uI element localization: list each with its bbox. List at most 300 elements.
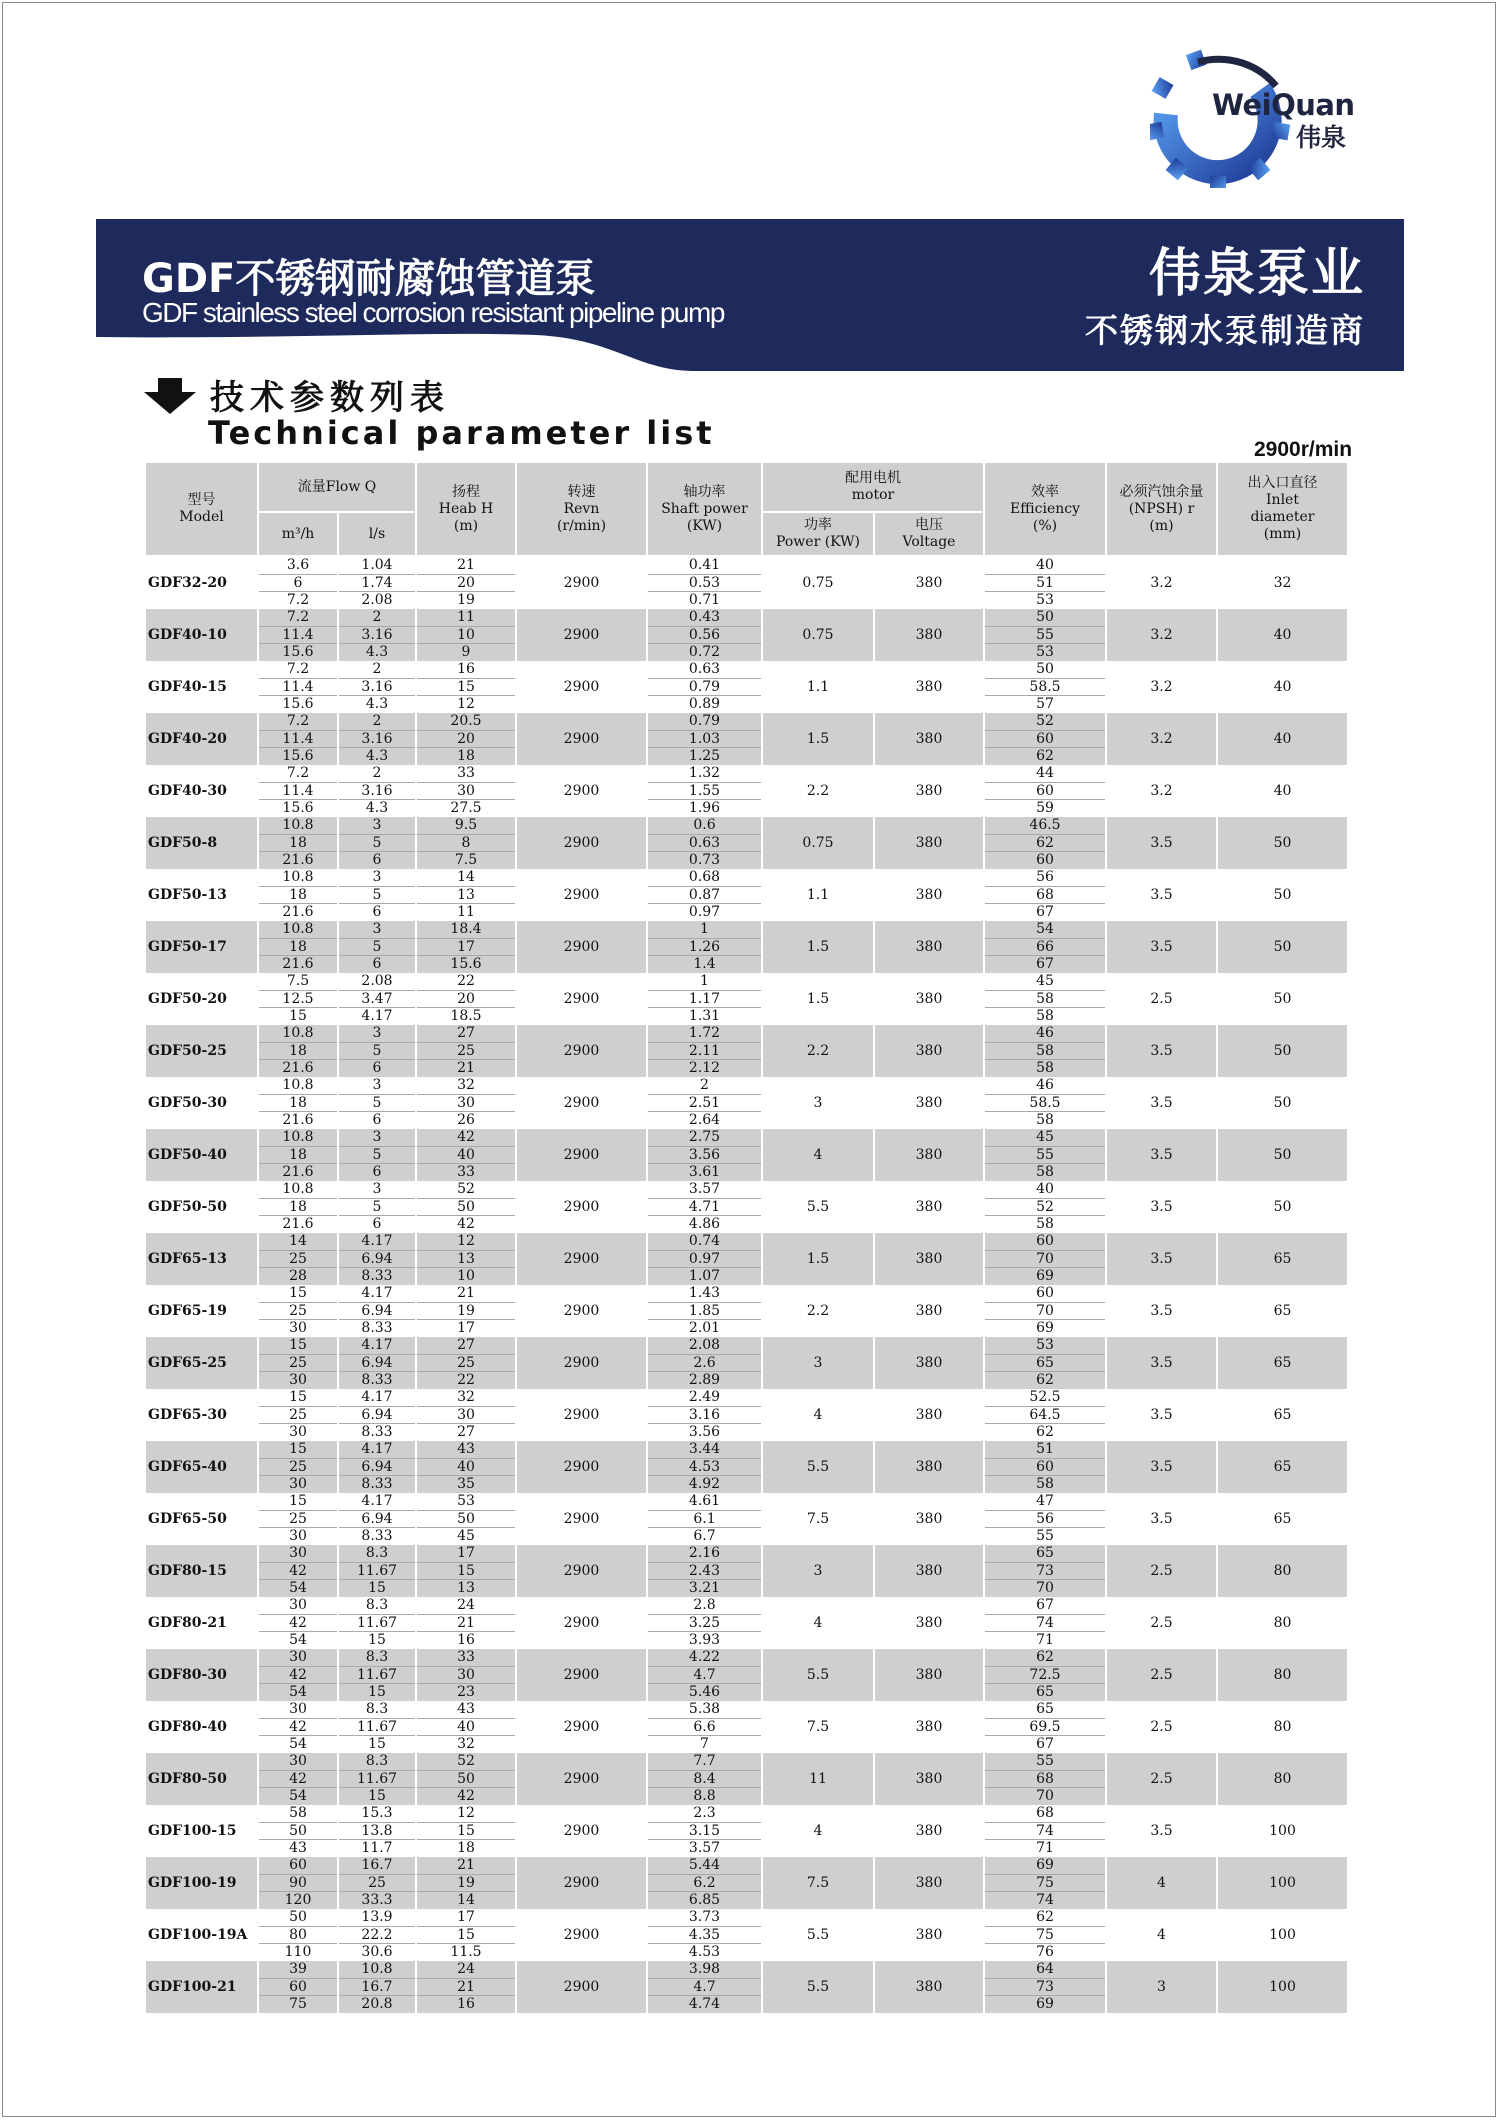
flow-ls-cell-value: 3.16 [339, 730, 415, 748]
shaft-power-cell-value: 1.96 [648, 799, 761, 817]
flow-m3h-cell [259, 1701, 339, 1753]
head-cell [417, 1129, 517, 1181]
flow-m3h-cell-value: 10.8 [282, 868, 314, 885]
head-cell [417, 1857, 517, 1909]
model-cell: GDF80-30 [146, 1649, 259, 1701]
speed-cell: 2900 [517, 1285, 648, 1337]
efficiency-cell-value: 60 [985, 851, 1105, 869]
power-cell: 4 [763, 1597, 875, 1649]
flow-m3h-cell-value: 80 [259, 1926, 337, 1944]
voltage-cell: 380 [875, 1909, 985, 1961]
efficiency-cell-value: 50 [1036, 608, 1054, 625]
flow-ls-cell-value: 3 [372, 816, 382, 833]
flow-ls-cell-value: 3 [372, 920, 382, 937]
voltage-cell: 380 [875, 557, 985, 609]
shaft-power-cell-value: 4.74 [648, 1995, 761, 2013]
shaft-power-cell-value: 1 [700, 920, 709, 937]
power-cell: 3 [763, 1077, 875, 1129]
flow-ls-cell-value: 4.3 [339, 799, 415, 817]
efficiency-cell-value: 58 [985, 1042, 1105, 1060]
head-cell-value: 17 [417, 938, 515, 956]
speed-cell: 2900 [517, 609, 648, 661]
head-cell-value: 40 [417, 1458, 515, 1476]
flow-ls-cell-value: 3.47 [339, 990, 415, 1008]
flow-ls-cell-value: 6.94 [339, 1510, 415, 1528]
power-cell: 5.5 [763, 1441, 875, 1493]
header-npsh: 必须汽蚀余量 (NPSH) r (m) [1107, 463, 1218, 557]
head-cell-value: 17 [457, 1908, 475, 1925]
npsh-cell: 3.5 [1107, 1129, 1218, 1181]
flow-ls-cell-value: 6 [339, 903, 415, 921]
flow-m3h-cell-value: 54 [259, 1787, 337, 1805]
logo-text-en: WeiQuan [1212, 88, 1355, 122]
head-cell-value: 24 [457, 1596, 475, 1613]
efficiency-cell-value: 73 [985, 1562, 1105, 1580]
flow-m3h-cell-value: 14 [289, 1232, 307, 1249]
efficiency-cell-value: 54 [1036, 920, 1054, 937]
shaft-power-cell-value: 4.92 [648, 1475, 761, 1493]
efficiency-cell-value: 69 [985, 1319, 1105, 1337]
flow-ls-cell [339, 1337, 417, 1389]
model-cell: GDF100-19 [146, 1857, 259, 1909]
shaft-power-cell-value: 2.89 [648, 1371, 761, 1389]
shaft-power-cell-value: 6.1 [648, 1510, 761, 1528]
flow-ls-cell-value: 13.8 [339, 1822, 415, 1840]
head-cell [417, 869, 517, 921]
head-cell-value: 9.5 [454, 816, 478, 833]
header-speed: 转速 Revn (r/min) [517, 463, 648, 557]
head-cell-value: 21 [457, 1284, 475, 1301]
head-cell-value: 21 [417, 1978, 515, 1996]
flow-m3h-cell [259, 869, 339, 921]
table-row [146, 1181, 1347, 1233]
shaft-power-cell-value: 3.98 [688, 1960, 721, 1977]
flow-m3h-cell [259, 1753, 339, 1805]
efficiency-cell-value: 53 [985, 643, 1105, 661]
flow-ls-cell-value: 1.04 [361, 556, 393, 573]
npsh-cell: 3.5 [1107, 1441, 1218, 1493]
shaft-power-cell-value: 0.72 [648, 643, 761, 661]
power-cell: 4 [763, 1129, 875, 1181]
head-cell-value: 22 [457, 972, 475, 989]
efficiency-cell-value: 67 [1036, 1596, 1054, 1613]
efficiency-cell-value: 46 [1036, 1076, 1054, 1093]
efficiency-cell-value: 53 [1036, 1336, 1054, 1353]
power-cell: 3 [763, 1337, 875, 1389]
inlet-cell: 50 [1218, 817, 1347, 869]
efficiency-cell-value: 44 [1036, 764, 1054, 781]
flow-ls-cell-value: 4.17 [361, 1492, 393, 1509]
npsh-cell: 4 [1107, 1857, 1218, 1909]
voltage-cell: 380 [875, 1805, 985, 1857]
inlet-cell: 50 [1218, 869, 1347, 921]
flow-m3h-cell-value: 18 [259, 938, 337, 956]
head-cell [417, 1805, 517, 1857]
power-cell: 0.75 [763, 609, 875, 661]
speed-cell: 2900 [517, 1441, 648, 1493]
flow-m3h-cell-value: 7.2 [286, 660, 310, 677]
flow-ls-cell-value: 13.9 [361, 1908, 393, 1925]
shaft-power-cell [648, 1649, 763, 1701]
power-cell: 3 [763, 1545, 875, 1597]
head-cell-value: 20 [417, 990, 515, 1008]
flow-ls-cell-value: 3 [372, 868, 382, 885]
efficiency-cell-value: 58 [985, 1059, 1105, 1077]
shaft-power-cell-value: 4.7 [648, 1978, 761, 1996]
flow-ls-cell [339, 1285, 417, 1337]
efficiency-cell-value: 45 [1036, 1128, 1054, 1145]
flow-m3h-cell-value: 21.6 [259, 903, 337, 921]
flow-ls-cell-value: 6.94 [339, 1302, 415, 1320]
flow-m3h-cell [259, 1077, 339, 1129]
efficiency-cell-value: 57 [985, 695, 1105, 713]
efficiency-cell [985, 1389, 1107, 1441]
flow-ls-cell-value: 6 [339, 1163, 415, 1181]
efficiency-cell-value: 69 [985, 1995, 1105, 2013]
speed-cell: 2900 [517, 1701, 648, 1753]
inlet-cell: 65 [1218, 1389, 1347, 1441]
flow-m3h-cell-value: 15.6 [259, 643, 337, 661]
shaft-power-cell-value: 2.3 [693, 1804, 716, 1821]
flow-m3h-cell-value: 18 [259, 834, 337, 852]
power-cell: 2.2 [763, 765, 875, 817]
head-cell-value: 27 [457, 1336, 475, 1353]
flow-ls-cell-value: 6 [339, 1215, 415, 1233]
flow-m3h-cell-value: 15 [289, 1388, 307, 1405]
shaft-power-cell-value: 0.79 [688, 712, 721, 729]
flow-m3h-cell-value: 42 [259, 1562, 337, 1580]
head-cell-value: 43 [457, 1700, 475, 1717]
table-row [146, 1025, 1347, 1077]
head-cell [417, 1077, 517, 1129]
efficiency-cell [985, 1285, 1107, 1337]
model-cell: GDF50-25 [146, 1025, 259, 1077]
npsh-cell: 2.5 [1107, 1597, 1218, 1649]
shaft-power-cell [648, 1077, 763, 1129]
flow-m3h-cell-value: 21.6 [259, 955, 337, 973]
flow-m3h-cell-value: 25 [259, 1406, 337, 1424]
shaft-power-cell-value: 5.38 [688, 1700, 721, 1717]
flow-m3h-cell-value: 90 [259, 1874, 337, 1892]
head-cell-value: 42 [417, 1215, 515, 1233]
efficiency-cell [985, 1753, 1107, 1805]
inlet-cell: 100 [1218, 1961, 1347, 2013]
head-cell-value: 43 [457, 1440, 475, 1457]
efficiency-cell-value: 40 [1036, 556, 1054, 573]
efficiency-cell-value: 60 [1036, 1232, 1054, 1249]
model-cell: GDF80-50 [146, 1753, 259, 1805]
npsh-cell: 4 [1107, 1909, 1218, 1961]
flow-ls-cell-value: 5 [339, 1094, 415, 1112]
head-cell [417, 1285, 517, 1337]
inlet-cell: 80 [1218, 1701, 1347, 1753]
flow-ls-cell-value: 8.3 [365, 1648, 389, 1665]
head-cell-value: 12 [417, 695, 515, 713]
efficiency-cell-value: 56 [1036, 868, 1054, 885]
section-title-cn: 技术参数列表 [210, 378, 450, 418]
flow-m3h-cell-value: 18 [259, 1094, 337, 1112]
parameter-table [146, 463, 1347, 2013]
shaft-power-cell-value: 5.44 [688, 1856, 721, 1873]
npsh-cell: 2.5 [1107, 973, 1218, 1025]
power-cell: 1.1 [763, 661, 875, 713]
shaft-power-cell-value: 4.22 [688, 1648, 721, 1665]
head-cell [417, 921, 517, 973]
head-cell-value: 15 [417, 678, 515, 696]
flow-m3h-cell-value: 21.6 [259, 1111, 337, 1129]
model-cell: GDF65-40 [146, 1441, 259, 1493]
efficiency-cell-value: 52 [985, 1198, 1105, 1216]
flow-ls-cell-value: 4.17 [361, 1284, 393, 1301]
flow-ls-cell [339, 1493, 417, 1545]
flow-m3h-cell-value: 15.6 [259, 695, 337, 713]
npsh-cell: 3.5 [1107, 1389, 1218, 1441]
down-arrow-icon [144, 378, 196, 414]
flow-ls-cell-value: 8.33 [339, 1267, 415, 1285]
efficiency-cell-value: 58 [985, 1007, 1105, 1025]
flow-ls-cell-value: 16.7 [361, 1856, 393, 1873]
shaft-power-cell [648, 1181, 763, 1233]
header-model: 型号 Model [146, 463, 259, 557]
table-row [146, 1389, 1347, 1441]
flow-m3h-cell [259, 765, 339, 817]
flow-m3h-cell-value: 7.5 [286, 972, 310, 989]
head-cell-value: 25 [417, 1042, 515, 1060]
table-row [146, 1701, 1347, 1753]
head-cell-value: 7.5 [417, 851, 515, 869]
flow-m3h-cell-value: 7.2 [259, 591, 337, 609]
flow-ls-cell-value: 6.94 [339, 1354, 415, 1372]
table-row [146, 869, 1347, 921]
flow-m3h-cell-value: 6 [259, 574, 337, 592]
voltage-cell: 380 [875, 1597, 985, 1649]
head-cell-value: 9 [417, 643, 515, 661]
shaft-power-cell [648, 1493, 763, 1545]
flow-m3h-cell-value: 43 [259, 1839, 337, 1857]
shaft-power-cell-value: 3.61 [648, 1163, 761, 1181]
shaft-power-cell [648, 921, 763, 973]
banner-brand: 伟泉泵业 [1148, 244, 1365, 304]
flow-ls-cell [339, 1129, 417, 1181]
flow-ls-cell [339, 1181, 417, 1233]
head-cell-value: 23 [417, 1683, 515, 1701]
npsh-cell: 3.5 [1107, 921, 1218, 973]
header-efficiency: 效率 Efficiency (%) [985, 463, 1107, 557]
flow-ls-cell-value: 6 [339, 1111, 415, 1129]
flow-m3h-cell-value: 12.5 [259, 990, 337, 1008]
shaft-power-cell [648, 713, 763, 765]
header-inlet: 出入口直径 Inlet diameter (mm) [1218, 463, 1347, 557]
head-cell [417, 609, 517, 661]
flow-m3h-cell-value: 50 [289, 1908, 307, 1925]
flow-m3h-cell-value: 58 [289, 1804, 307, 1821]
flow-m3h-cell-value: 10.8 [282, 1180, 314, 1197]
head-cell-value: 45 [417, 1527, 515, 1545]
flow-ls-cell-value: 5 [339, 834, 415, 852]
shaft-power-cell [648, 1961, 763, 2013]
table-row [146, 1493, 1347, 1545]
head-cell-value: 13 [417, 1250, 515, 1268]
header-flow-ls: l/s [339, 513, 417, 557]
head-cell-value: 12 [457, 1232, 475, 1249]
head-cell [417, 1961, 517, 2013]
model-cell: GDF50-8 [146, 817, 259, 869]
header-shaft-power: 轴功率 Shaft power (KW) [648, 463, 763, 557]
flow-m3h-cell [259, 1597, 339, 1649]
voltage-cell: 380 [875, 661, 985, 713]
head-cell-value: 50 [417, 1770, 515, 1788]
voltage-cell: 380 [875, 765, 985, 817]
flow-ls-cell-value: 15.3 [361, 1804, 393, 1821]
power-cell: 1.5 [763, 973, 875, 1025]
speed-cell: 2900 [517, 1805, 648, 1857]
flow-m3h-cell-value: 21.6 [259, 1215, 337, 1233]
head-cell-value: 16 [457, 660, 475, 677]
efficiency-cell-value: 76 [985, 1943, 1105, 1961]
model-cell: GDF50-50 [146, 1181, 259, 1233]
efficiency-cell-value: 66 [985, 938, 1105, 956]
head-cell-value: 8 [417, 834, 515, 852]
power-cell: 1.5 [763, 921, 875, 973]
head-cell-value: 42 [417, 1787, 515, 1805]
shaft-power-cell-value: 7.7 [693, 1752, 716, 1769]
speed-cell: 2900 [517, 921, 648, 973]
flow-m3h-cell-value: 10.8 [282, 1128, 314, 1145]
inlet-cell: 65 [1218, 1441, 1347, 1493]
flow-m3h-cell-value: 15 [289, 1492, 307, 1509]
head-cell-value: 17 [457, 1544, 475, 1561]
efficiency-cell [985, 1077, 1107, 1129]
shaft-power-cell-value: 6.6 [648, 1718, 761, 1736]
flow-m3h-cell-value: 25 [259, 1250, 337, 1268]
head-cell-value: 32 [417, 1735, 515, 1753]
head-cell-value: 18 [417, 747, 515, 765]
inlet-cell: 65 [1218, 1493, 1347, 1545]
table-row [146, 1545, 1347, 1597]
flow-ls-cell [339, 1597, 417, 1649]
model-cell: GDF40-10 [146, 609, 259, 661]
efficiency-cell-value: 58.5 [985, 1094, 1105, 1112]
power-cell: 7.5 [763, 1701, 875, 1753]
efficiency-cell-value: 73 [985, 1978, 1105, 1996]
power-cell: 4 [763, 1389, 875, 1441]
npsh-cell: 2.5 [1107, 1701, 1218, 1753]
flow-ls-cell-value: 6 [339, 955, 415, 973]
shaft-power-cell [648, 1597, 763, 1649]
shaft-power-cell-value: 3.56 [648, 1423, 761, 1441]
head-cell-value: 52 [457, 1752, 475, 1769]
head-cell [417, 1493, 517, 1545]
flow-m3h-cell-value: 21.6 [259, 1059, 337, 1077]
shaft-power-cell-value: 2.01 [648, 1319, 761, 1337]
head-cell [417, 973, 517, 1025]
npsh-cell: 3.5 [1107, 1077, 1218, 1129]
efficiency-cell-value: 69.5 [985, 1718, 1105, 1736]
speed-cell: 2900 [517, 661, 648, 713]
efficiency-cell-value: 55 [985, 626, 1105, 644]
flow-m3h-cell-value: 42 [259, 1718, 337, 1736]
efficiency-cell-value: 51 [985, 574, 1105, 592]
head-cell-value: 52 [457, 1180, 475, 1197]
shaft-power-cell-value: 0.63 [688, 660, 721, 677]
shaft-power-cell-value: 1.25 [648, 747, 761, 765]
voltage-cell: 380 [875, 1441, 985, 1493]
efficiency-cell-value: 74 [985, 1891, 1105, 1909]
shaft-power-cell-value: 1.17 [648, 990, 761, 1008]
flow-ls-cell [339, 973, 417, 1025]
shaft-power-cell-value: 1.4 [648, 955, 761, 973]
head-cell-value: 10 [417, 1267, 515, 1285]
head-cell-value: 27 [417, 1423, 515, 1441]
efficiency-cell-value: 74 [985, 1822, 1105, 1840]
flow-m3h-cell-value: 10.8 [282, 1076, 314, 1093]
flow-m3h-cell-value: 7.2 [286, 712, 310, 729]
voltage-cell: 380 [875, 1545, 985, 1597]
flow-m3h-cell-value: 21.6 [259, 1163, 337, 1181]
flow-m3h-cell-value: 11.4 [259, 626, 337, 644]
flow-m3h-cell-value: 30 [259, 1319, 337, 1337]
model-cell: GDF40-20 [146, 713, 259, 765]
shaft-power-cell-value: 1.03 [648, 730, 761, 748]
npsh-cell: 3 [1107, 1961, 1218, 2013]
efficiency-cell [985, 1441, 1107, 1493]
flow-m3h-cell-value: 28 [259, 1267, 337, 1285]
flow-m3h-cell [259, 1129, 339, 1181]
flow-ls-cell-value: 15 [339, 1579, 415, 1597]
npsh-cell: 2.5 [1107, 1649, 1218, 1701]
power-cell: 1.1 [763, 869, 875, 921]
flow-ls-cell-value: 4.17 [361, 1232, 393, 1249]
shaft-power-cell-value: 8.4 [648, 1770, 761, 1788]
efficiency-cell-value: 70 [985, 1302, 1105, 1320]
shaft-power-cell [648, 1233, 763, 1285]
npsh-cell: 3.5 [1107, 1805, 1218, 1857]
model-cell: GDF100-15 [146, 1805, 259, 1857]
efficiency-cell-value: 70 [985, 1579, 1105, 1597]
npsh-cell: 3.2 [1107, 609, 1218, 661]
head-cell [417, 557, 517, 609]
shaft-power-cell [648, 1701, 763, 1753]
head-cell-value: 22 [417, 1371, 515, 1389]
flow-m3h-cell [259, 1961, 339, 2013]
model-cell: GDF80-21 [146, 1597, 259, 1649]
flow-ls-cell-value: 8.33 [339, 1371, 415, 1389]
shaft-power-cell-value: 4.86 [648, 1215, 761, 1233]
flow-m3h-cell [259, 1025, 339, 1077]
flow-m3h-cell [259, 1337, 339, 1389]
flow-m3h-cell-value: 18 [259, 1198, 337, 1216]
efficiency-cell-value: 52.5 [1029, 1388, 1061, 1405]
efficiency-cell-value: 72.5 [985, 1666, 1105, 1684]
shaft-power-cell-value: 0.87 [648, 886, 761, 904]
table-row [146, 1597, 1347, 1649]
flow-ls-cell [339, 1649, 417, 1701]
efficiency-cell-value: 62 [985, 834, 1105, 852]
npsh-cell: 3.2 [1107, 661, 1218, 713]
flow-ls-cell [339, 1961, 417, 2013]
flow-ls-cell-value: 30.6 [339, 1943, 415, 1961]
flow-m3h-cell [259, 1389, 339, 1441]
flow-ls-cell-value: 3.16 [339, 626, 415, 644]
power-cell: 5.5 [763, 1909, 875, 1961]
flow-m3h-cell-value: 39 [289, 1960, 307, 1977]
head-cell-value: 11 [457, 608, 475, 625]
shaft-power-cell-value: 0.71 [648, 591, 761, 609]
voltage-cell: 380 [875, 1961, 985, 2013]
shaft-power-cell [648, 973, 763, 1025]
head-cell-value: 53 [457, 1492, 475, 1509]
efficiency-cell-value: 75 [985, 1874, 1105, 1892]
